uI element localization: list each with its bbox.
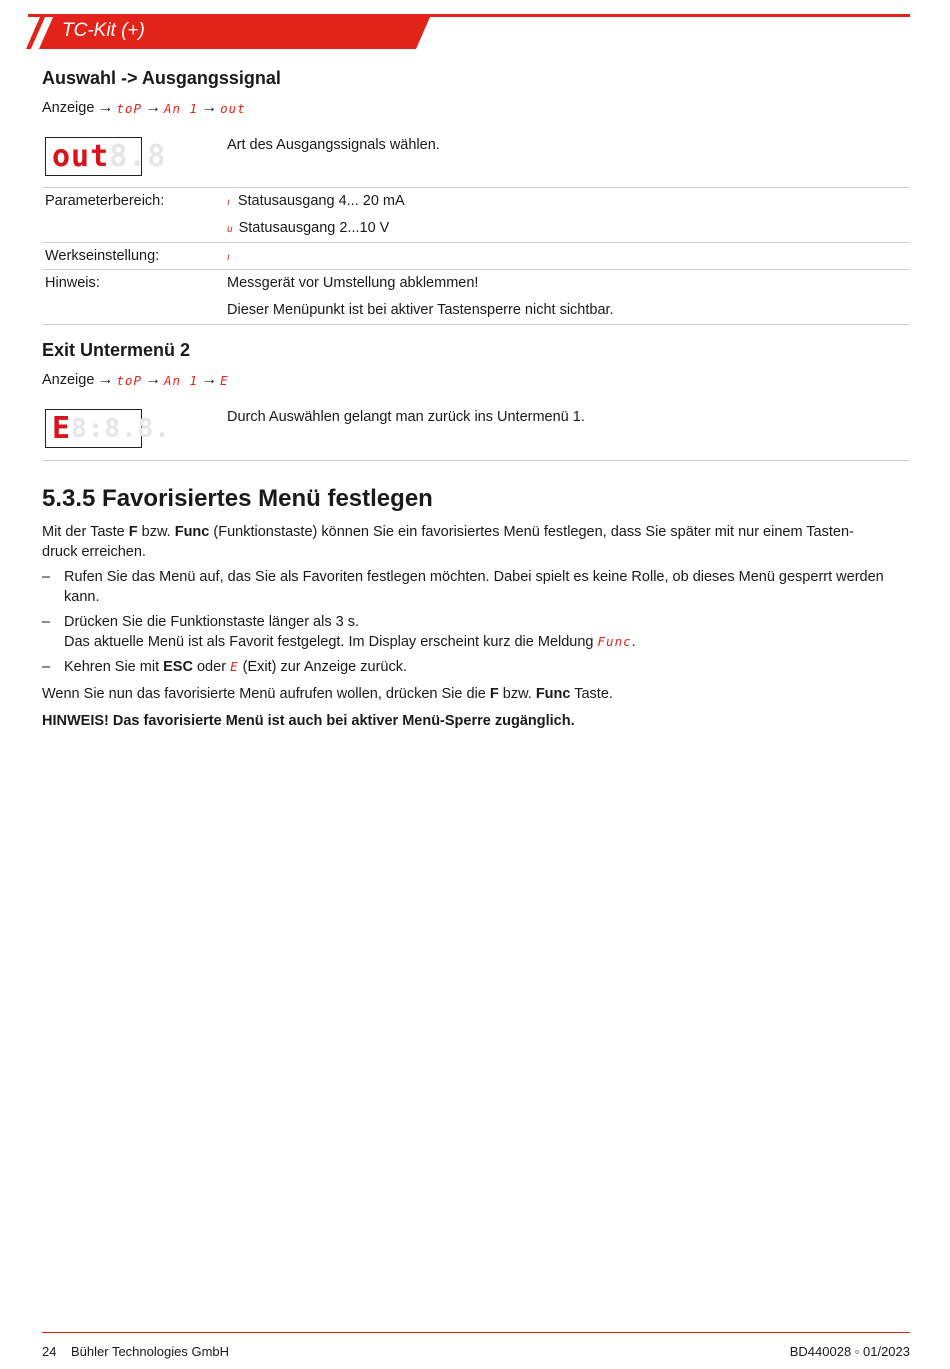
arrow-icon: → [201, 99, 218, 116]
section-intro [42, 522, 910, 562]
arrow-icon: → [144, 371, 161, 388]
list-item [42, 657, 910, 677]
step-text: (Exit) zur Anzeige zurück. [238, 659, 408, 675]
nav-code: E [220, 372, 229, 388]
default-value [227, 248, 230, 264]
outro-text: Taste. [570, 686, 613, 702]
param-value-1 [227, 193, 405, 209]
table-rule [42, 269, 910, 270]
led-display-out [45, 137, 167, 176]
note-line-1: Messgerät vor Umstellung abklemmen! [227, 275, 479, 291]
key-func: Func [535, 686, 571, 702]
outro-text: Wenn Sie nun das favorisierte Menü aufrufen wollen, drücken Sie die [42, 686, 490, 702]
arrow-icon: → [97, 371, 114, 388]
nav-code: toP [116, 100, 142, 116]
page-number: 24 [42, 1344, 57, 1359]
list-item [42, 567, 910, 607]
key-esc: ESC [163, 659, 193, 675]
intro-text: (Funktionstaste) können Sie ein favorisiertes Menü festlegen, dass Sie später mit nur einem Tasten- [209, 524, 854, 540]
param-label: Parameterbereich: [45, 193, 165, 209]
nav-prefix: Anzeige [42, 372, 95, 388]
header-title: TC-Kit (+) [62, 20, 145, 41]
nav-code: toP [116, 372, 142, 388]
nav-code: An 1 [163, 372, 199, 388]
table-rule [42, 460, 910, 461]
table-rule [42, 187, 910, 188]
footer-doc-ref: BD440028 ◦ 01/2023 [789, 1344, 910, 1359]
step-text: oder [192, 659, 231, 675]
nav-code: An 1 [163, 100, 199, 116]
table-rule [42, 242, 910, 243]
default-label: Werkseinstellung: [45, 248, 160, 264]
footer-company: Bühler Technologies GmbH [71, 1344, 230, 1359]
arrow-icon: → [144, 99, 161, 116]
step-text: Drücken Sie die Funktionstaste länger als 3 s. [64, 614, 359, 630]
note-line-2: Dieser Menüpunkt ist bei aktiver Tastensperre nicht sichtbar. [227, 302, 614, 318]
list-item [42, 612, 910, 652]
display-code: Func [597, 634, 632, 649]
footer-rule [42, 1332, 910, 1333]
header-rule [28, 14, 910, 17]
display-code: E [230, 659, 239, 674]
step-text: . [631, 634, 636, 650]
param-text: Statusausgang 2...10 V [238, 220, 390, 236]
param-code: ı [227, 197, 230, 208]
nav-prefix: Anzeige [42, 100, 95, 116]
output-nav-path [42, 99, 246, 117]
list-dash: – [42, 659, 51, 675]
key-func: Func [174, 524, 210, 540]
table-rule [42, 324, 910, 325]
step-text: Kehren Sie mit [64, 659, 164, 675]
intro-text: druck erreichen. [42, 544, 146, 560]
intro-text: bzw. [137, 524, 175, 540]
led-active-text: E [52, 411, 72, 446]
step-text: Rufen Sie das Menü auf, das Sie als Favoriten festlegen möchten. Dabei spielt es keine Rolle, ob dieses Menü gesperrt werden [64, 569, 884, 585]
list-dash: – [42, 614, 51, 630]
key-f: F [489, 686, 499, 702]
intro-text: Mit der Taste [42, 524, 129, 540]
output-description: Art des Ausgangssignals wählen. [227, 137, 440, 153]
exit-heading: Exit Untermenü 2 [42, 340, 191, 360]
param-text: Statusausgang 4... 20 mA [237, 193, 405, 209]
notice: HINWEIS! Das favorisierte Menü ist auch bei aktiver Menü-Sperre zugänglich. [42, 713, 575, 729]
list-dash: – [42, 569, 51, 585]
led-dim-digits: 8.8 [109, 139, 167, 174]
section-title: 5.3.5 Favorisiertes Menü festlegen [42, 485, 433, 512]
param-code: u [227, 224, 233, 235]
exit-nav-path [42, 371, 229, 389]
key-f: F [128, 524, 138, 540]
outro-text: bzw. [498, 686, 536, 702]
led-display-exit [45, 409, 171, 448]
param-value-2 [227, 220, 389, 236]
led-active-text: out [52, 139, 110, 174]
output-heading: Auswahl -> Ausgangssignal [42, 68, 281, 88]
section-outro [42, 684, 910, 704]
arrow-icon: → [97, 99, 114, 116]
exit-description: Durch Auswählen gelangt man zurück ins Untermenü 1. [227, 409, 585, 425]
arrow-icon: → [201, 371, 218, 388]
step-text: Das aktuelle Menü ist als Favorit festgelegt. Im Display erscheint kurz die Meldung [64, 634, 598, 650]
nav-code: out [220, 100, 246, 116]
note-label: Hinweis: [45, 275, 100, 291]
led-dim-digits: 8:8.8. [71, 413, 171, 444]
default-code: ı [227, 252, 230, 263]
step-text: kann. [64, 589, 100, 605]
